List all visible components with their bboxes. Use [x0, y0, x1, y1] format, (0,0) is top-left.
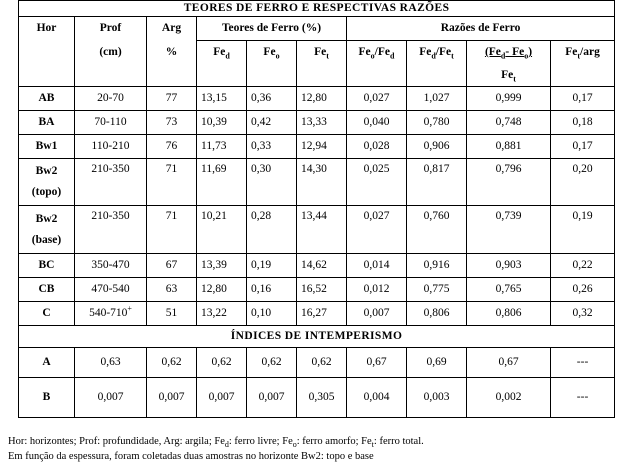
header-fed-feo-num: ($Fe_d-$ $Fe_o$) — [467, 41, 551, 65]
header-feo: $Fe_o$ — [247, 41, 297, 65]
table-row: Bw2 (base) 210-350 71 10,21 0,28 13,44 0,027 0,760 0,739 0,19 — [19, 206, 615, 254]
footnote-sampling: Em função da espessura, foram coletadas duas amostras no horizonte Bw2: topo e base — [8, 451, 374, 462]
table-row: CB 470-540 63 12,80 0,16 16,52 0,012 0,775 0,765 0,26 — [19, 278, 615, 302]
header-arg-unit: % — [147, 41, 197, 65]
table-row: C 540-710+ 51 13,22 0,10 16,27 0,007 0,806 0,806 0,32 — [19, 302, 615, 326]
header-hor-cont — [19, 41, 75, 65]
header-prof: Prof — [75, 17, 147, 41]
index-row: B 0,007 0,007 0,007 0,007 0,305 0,004 0,003 0,002 --- — [19, 378, 615, 418]
header-prof-unit: (cm) — [75, 41, 147, 65]
header-fed: $Fe_d$ — [197, 41, 247, 65]
header-fet-arg: $Fe_t$/arg — [551, 41, 615, 65]
header-feo-fed: $Fe_o/Fe_d$ — [347, 41, 407, 65]
footnote-abbreviations: Hor: horizontes; Prof: profundidade, Arg: argila; $Fe_d$: ferro livre; $Fe_o$: ferro amorfo; $Fe_t$: ferro total. — [8, 436, 424, 450]
header-arg: Arg — [147, 17, 197, 41]
indices-title: ÍNDICES DE INTEMPERISMO — [19, 326, 615, 348]
table-title: TEORES DE FERRO E RESPECTIVAS RAZÕES — [19, 1, 615, 17]
index-row: A 0,63 0,62 0,62 0,62 0,62 0,67 0,69 0,67 --- — [19, 348, 615, 378]
header-hor: Hor — [19, 17, 75, 41]
header-teores: Teores de Ferro (%) — [197, 17, 347, 41]
table-row: AB 20-70 77 13,15 0,36 12,80 0,027 1,027 0,999 0,17 — [19, 87, 615, 111]
header-fet: $Fe_t$ — [297, 41, 347, 65]
header-fed-fet: $Fe_d/Fe_t$ — [407, 41, 467, 65]
table-row: BC 350-470 67 13,39 0,19 14,62 0,014 0,916 0,903 0,22 — [19, 254, 615, 278]
table-row: Bw1 110-210 76 11,73 0,33 12,94 0,028 0,906 0,881 0,17 — [19, 135, 615, 159]
header-razoes: Razões de Ferro — [347, 17, 615, 41]
iron-content-table — [18, 0, 615, 418]
table-row: Bw2 (topo) 210-350 71 11,69 0,30 14,30 0,025 0,817 0,796 0,20 — [19, 159, 615, 206]
header-fed-feo-den: $Fe_t$ — [467, 65, 551, 87]
table-row: BA 70-110 73 10,39 0,42 13,33 0,040 0,780 0,748 0,18 — [19, 111, 615, 135]
